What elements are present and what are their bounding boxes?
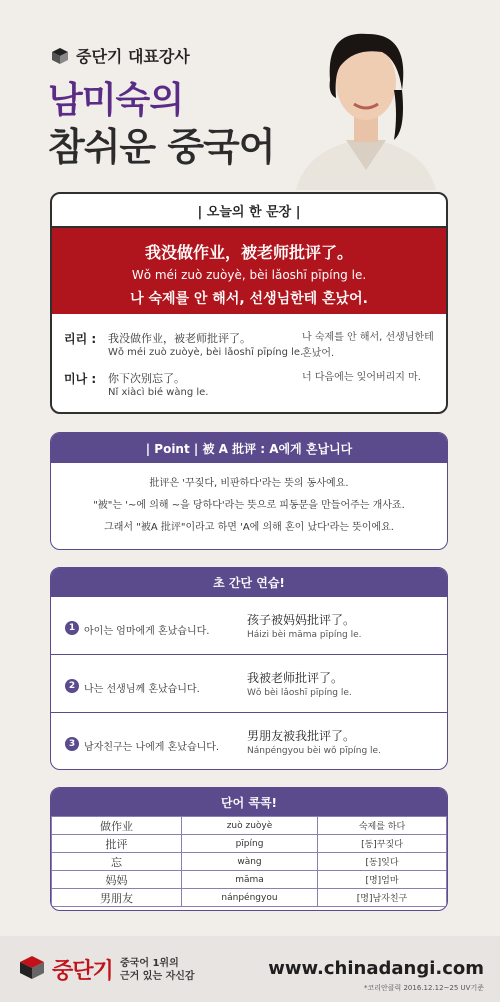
number-badge: 3 [65,737,79,751]
practice-chinese: 我被老师批评了。 [247,671,344,685]
vocab-chinese: 忘 [52,853,182,871]
vocab-chinese: 男朋友 [52,889,182,907]
brand-text: 중단기 대표강사 [76,47,190,66]
vocab-chinese: 批评 [52,835,182,853]
vocab-pinyin: pīpíng [182,835,318,853]
table-row [52,835,447,853]
point-line: 批评은 '꾸짖다, 비판하다'라는 뜻의 동사예요. [149,478,349,489]
footer-note: *코리안클릭 2016.12.12~25 UV기준 [363,984,484,992]
dialog-korean: 나 숙제를 안 해서, 선생님한테 혼났어. [302,332,434,359]
brand-line [50,44,190,67]
website-link[interactable]: www.chinadangi.com [268,958,484,979]
instructor-portrait-image [286,20,446,190]
speaker-name: 미나 : [64,372,97,386]
vocab-pinyin: wàng [182,853,318,871]
vocabulary-card [50,787,448,911]
practice-item [51,712,447,770]
practice-item [51,654,447,712]
point-body [51,463,447,539]
vocab-korean: [동]꾸짖다 [318,835,447,853]
practice-title: 초 간단 연습! [51,568,447,596]
vocab-pinyin: nánpéngyou [182,889,318,907]
vocabulary-title: 단어 콕콕! [51,788,447,816]
point-line: "被"는 '~에 의해 ~을 당하다'라는 뜻으로 피동문을 만들어주는 개사죠. [93,500,405,511]
table-row [52,871,447,889]
practice-pinyin: Nánpéngyou bèi wǒ pīpíng le. [247,746,381,756]
point-title: | Point | 被 A 批评 : A에게 혼납니다 [51,433,447,463]
dialog-pinyin: Wǒ méi zuò zuòyè, bèi lǎoshī pīpíng le. [108,347,304,358]
vocab-pinyin: māma [182,871,318,889]
practice-korean: 나는 선생님께 혼났습니다. [84,684,200,695]
sentence-chinese: 我没做作业，被老师批评了。 [144,243,353,262]
title-line-2: 참쉬운 중국어 [48,125,275,169]
brand-logo-icon [50,46,70,66]
dialog-chinese: 你下次别忘了。 [108,372,185,385]
table-row [52,889,447,907]
grammar-point-card [50,432,448,550]
speaker-name: 리리 : [64,332,97,346]
title-line-1: 남미숙의 [48,80,184,121]
footer [0,936,500,1002]
practice-pinyin: Háizi bèi māma pīpíng le. [247,630,362,640]
dialog-korean: 너 다음에는 잊어버리지 마. [302,372,421,383]
vocab-korean: 숙제를 하다 [318,817,447,835]
practice-korean: 아이는 엄마에게 혼났습니다. [84,626,210,637]
number-badge: 1 [65,621,79,635]
practice-item [51,596,447,654]
number-badge: 2 [65,679,79,693]
practice-card [50,567,448,770]
today-sentence-card [50,192,448,414]
vocab-korean: [명]남자친구 [318,889,447,907]
vocab-chinese: 做作业 [52,817,182,835]
practice-korean: 남자친구는 나에게 혼났습니다. [84,742,220,753]
footer-brand: 중단기 [52,959,113,984]
practice-chinese: 男朋友被我批评了。 [247,729,356,743]
dialog-chinese: 我没做作业，被老师批评了。 [108,332,251,345]
practice-chinese: 孩子被妈妈批评了。 [247,613,356,627]
point-line: 그래서 "被A 批评"이라고 하면 'A에 의해 혼이 났다'라는 뜻이에요. [104,522,394,533]
vocab-chinese: 妈妈 [52,871,182,889]
slogan-line: 근거 있는 자신감 [120,971,195,982]
today-sentence-banner [52,228,446,314]
brand-logo-icon [18,953,46,981]
practice-pinyin: Wǒ bèi lǎoshī pīpíng le. [247,688,352,698]
vocab-korean: [동]잊다 [318,853,447,871]
sentence-korean: 나 숙제를 안 해서, 선생님한테 혼났어. [130,291,368,307]
dialog-pinyin: Nǐ xiàcì bié wàng le. [108,387,209,398]
footer-slogan [120,957,195,983]
table-row [52,817,447,835]
sentence-pinyin: Wǒ méi zuò zuòyè, bèi lǎoshī pīpíng le. [131,268,367,282]
slogan-line: 중국어 1위의 [120,958,179,969]
table-row [52,853,447,871]
vocabulary-table [51,816,447,907]
today-sentence-title: | 오늘의 한 문장 | [52,194,446,228]
vocab-pinyin: zuò zuòyè [182,817,318,835]
vocab-korean: [명]엄마 [318,871,447,889]
header [0,0,500,190]
